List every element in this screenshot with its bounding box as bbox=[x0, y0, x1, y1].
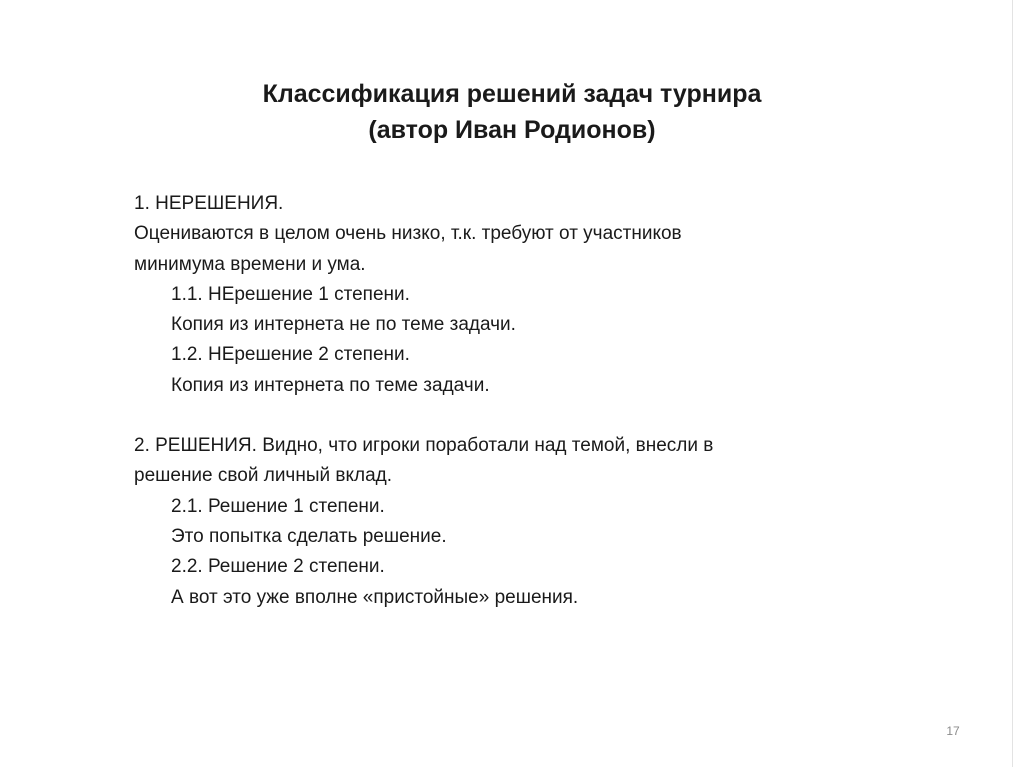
slide-body bbox=[134, 189, 894, 613]
section-2-heading-line-1: 2. РЕШЕНИЯ. Видно, что игроки поработали над темой, внесли в bbox=[134, 435, 714, 457]
section-spacer bbox=[134, 401, 894, 431]
section-1-description-line-2: минимума времени и ума. bbox=[134, 253, 366, 275]
page-number: 17 bbox=[946, 724, 960, 738]
item-2-2-label: 2.2. Решение 2 степени. bbox=[171, 556, 385, 578]
slide-title bbox=[0, 76, 1024, 148]
section-1-description-line-1: Оцениваются в целом очень низко, т.к. требуют от участников bbox=[134, 223, 682, 245]
item-1-1-description: Копия из интернета не по теме задачи. bbox=[171, 314, 516, 336]
item-2-2-description: А вот это уже вполне «пристойные» решения. bbox=[171, 586, 579, 608]
title-line-1: Классификация решений задач турнира bbox=[262, 80, 762, 108]
item-1-2-description: Копия из интернета по теме задачи. bbox=[171, 374, 490, 396]
item-2-1-label: 2.1. Решение 1 степени. bbox=[171, 495, 385, 517]
item-1-2-label: 1.2. НЕрешение 2 степени. bbox=[171, 344, 410, 366]
item-1-1-label: 1.1. НЕрешение 1 степени. bbox=[171, 283, 410, 305]
section-1-heading: 1. НЕРЕШЕНИЯ. bbox=[134, 193, 284, 214]
item-2-1-description: Это попытка сделать решение. bbox=[171, 525, 447, 547]
title-line-2: (автор Иван Родионов) bbox=[368, 116, 656, 144]
section-2-heading-line-2: решение свой личный вклад. bbox=[134, 465, 393, 487]
